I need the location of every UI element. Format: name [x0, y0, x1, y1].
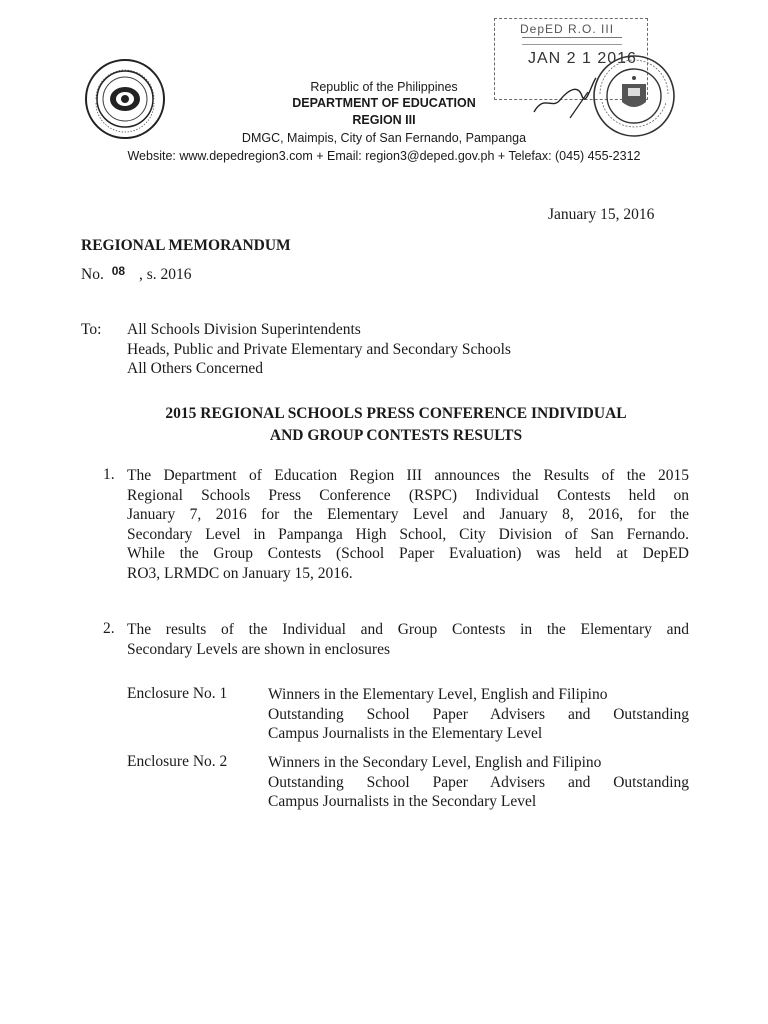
memo-series: , s. 2016: [138, 266, 192, 283]
stamp-scribble: [522, 37, 622, 45]
stamp-date: JAN 2 1 2016: [528, 50, 637, 67]
memo-number-prefix: No.: [81, 266, 104, 283]
memo-type: REGIONAL MEMORANDUM: [81, 237, 291, 254]
paragraph-line: RO3, LRMDC on January 15, 2016.: [127, 564, 353, 582]
paragraph-line: January 7, 2016 for the Elementary Level and January 8, 2016, for the: [127, 506, 689, 523]
enclosure-line: Campus Journalists in the Elementary Level: [268, 725, 543, 742]
memo-number: 08: [111, 264, 126, 278]
paragraph-number: 1.: [103, 466, 115, 483]
to-label: To:: [81, 321, 102, 338]
enclosure-label: Enclosure No. 2: [127, 753, 228, 770]
paragraph-line: The Department of Education Region III announces the Results of the 2015: [127, 467, 689, 484]
paragraph-line: Regional Schools Press Conference (RSPC) Individual Contests held on: [127, 486, 689, 504]
enclosure-line: Winners in the Secondary Level, English and Filipino: [268, 754, 602, 771]
paragraph-line: Secondary Level in Pampanga High School, City Division of San Fernando.: [127, 525, 689, 543]
header-department: DEPARTMENT OF EDUCATION: [292, 96, 476, 110]
recipient-item: All Schools Division Superintendents: [127, 321, 361, 338]
enclosure-line: Campus Journalists in the Secondary Level: [268, 793, 537, 810]
enclosure-description: [268, 685, 689, 744]
stamp-office: DepED R.O. III: [520, 22, 615, 36]
paragraph-line: The results of the Individual and Group Contests in the Elementary and: [127, 621, 689, 638]
enclosure-line: Outstanding School Paper Advisers and Outstanding: [268, 705, 689, 723]
header-region: REGION III: [352, 113, 416, 127]
memo-number-line: [81, 265, 191, 286]
paragraph-line: While the Group Contests (School Paper Evaluation) was held at DepED: [127, 545, 689, 562]
memo-date: January 15, 2016: [548, 206, 655, 223]
header-address: DMGC, Maimpis, City of San Fernando, Pampanga: [241, 131, 527, 145]
enclosure-description: [268, 753, 689, 812]
enclosure-line: Outstanding School Paper Advisers and Outstanding: [268, 773, 689, 791]
header-contact: Website: www.depedregion3.com + Email: region3@deped.gov.ph + Telefax: (045) 455-2312: [127, 149, 641, 163]
enclosure-line: Winners in the Elementary Level, English and Filipino: [268, 686, 608, 703]
paragraph-number: 2.: [103, 620, 115, 637]
recipient-item: Heads, Public and Private Elementary and Secondary Schools: [127, 340, 511, 358]
paragraph-1: [127, 466, 689, 583]
recipient-item: All Others Concerned: [127, 360, 264, 377]
paragraph-2: [127, 620, 689, 659]
memo-title-line-2: AND GROUP CONTESTS RESULTS: [269, 427, 523, 444]
header-country: Republic of the Philippines: [310, 80, 458, 94]
enclosure-label: Enclosure No. 1: [127, 685, 228, 702]
paragraph-line: Secondary Levels are shown in enclosures: [127, 640, 390, 658]
recipient-list: [127, 320, 511, 379]
memo-title-line-1: 2015 REGIONAL SCHOOLS PRESS CONFERENCE INDIVIDUAL: [165, 405, 627, 422]
